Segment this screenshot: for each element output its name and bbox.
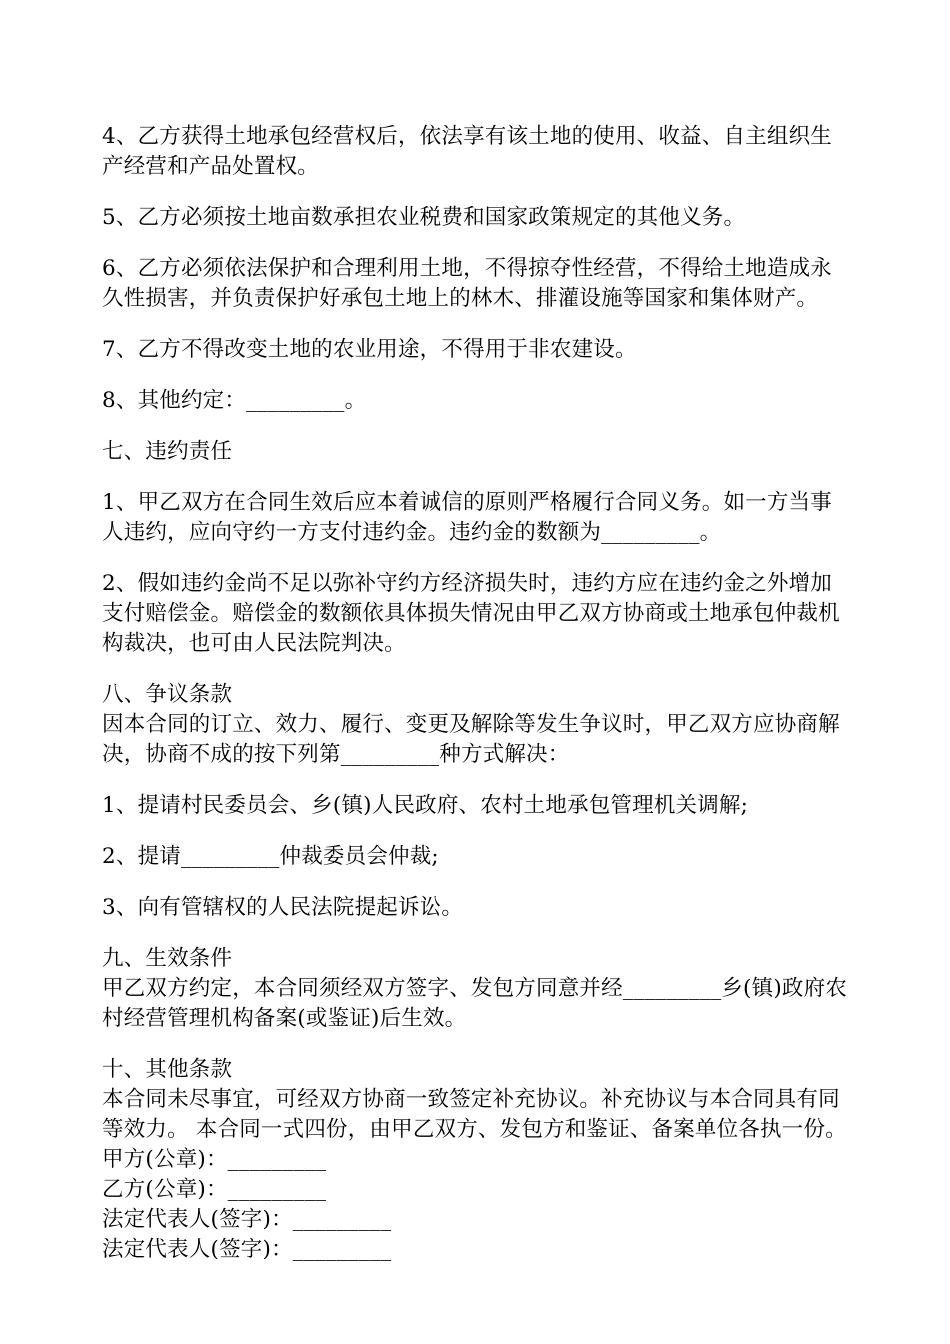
section-10-heading: 十、其他条款 [102, 1057, 233, 1082]
section-7-item-2: 2、假如违约金尚不足以弥补守约方经济损失时，违约方应在违约金之外增加支付赔偿金。赔偿金的数额依具体损失情况由甲乙双方协商或土地承包仲裁机构裁决，也可由人民法院判决。 [102, 571, 840, 656]
contract-page [102, 122, 850, 1265]
signature-party-a: 甲方(公章)：_________ [102, 1147, 327, 1172]
signature-representative-b: 法定代表人(签字)：_________ [102, 1237, 392, 1262]
section-8-item-2: 2、提请_________仲裁委员会仲裁; [102, 844, 439, 869]
section-8-heading: 八、争议条款 [102, 682, 233, 707]
section-9-heading: 九、生效条件 [102, 946, 233, 971]
clause-4: 4、乙方获得土地承包经营权后，依法享有该土地的使用、收益、自主组织生产经营和产品处置权。 [102, 124, 832, 179]
section-10-body: 本合同未尽事宜，可经双方协商一致签定补充协议。补充协议与本合同具有同等效力。 本合同一式四份，由甲乙双方、发包方和鉴证、备案单位各执一份。 [102, 1087, 847, 1142]
clause-6: 6、乙方必须依法保护和合理利用土地，不得掠夺性经营，不得给土地造成永久性损害，并负责保护好承包土地上的林木、排灌设施等国家和集体财产。 [102, 256, 832, 311]
section-8-item-3: 3、向有管辖权的人民法院提起诉讼。 [102, 895, 464, 920]
clause-7: 7、乙方不得改变土地的农业用途，不得用于非农建设。 [102, 337, 637, 362]
signature-party-b: 乙方(公章)：_________ [102, 1177, 327, 1202]
section-7-heading: 七、违约责任 [102, 439, 233, 464]
section-8 [102, 680, 850, 770]
section-9-body: 甲乙双方约定，本合同须经双方签字、发包方同意并经_________乡(镇)政府农村经营管理机构备案(或鉴证)后生效。 [102, 976, 848, 1031]
section-7-item-1: 1、甲乙双方在合同生效后应本着诚信的原则严格履行合同义务。如一方当事人违约，应向守约一方支付违约金。违约金的数额为_________。 [102, 490, 832, 545]
section-9 [102, 944, 850, 1034]
signature-representative-a: 法定代表人(签字)：_________ [102, 1207, 392, 1232]
section-10 [102, 1055, 850, 1265]
clause-8: 8、其他约定：_________。 [102, 388, 367, 413]
section-8-body: 因本合同的订立、效力、履行、变更及解除等发生争议时，甲乙双方应协商解决，协商不成的按下列第_________种方式解决： [102, 712, 840, 767]
section-8-item-1: 1、提请村民委员会、乡(镇)人民政府、农村土地承包管理机关调解; [102, 793, 749, 818]
clause-5: 5、乙方必须按土地亩数承担农业税费和国家政策规定的其他义务。 [102, 205, 746, 230]
